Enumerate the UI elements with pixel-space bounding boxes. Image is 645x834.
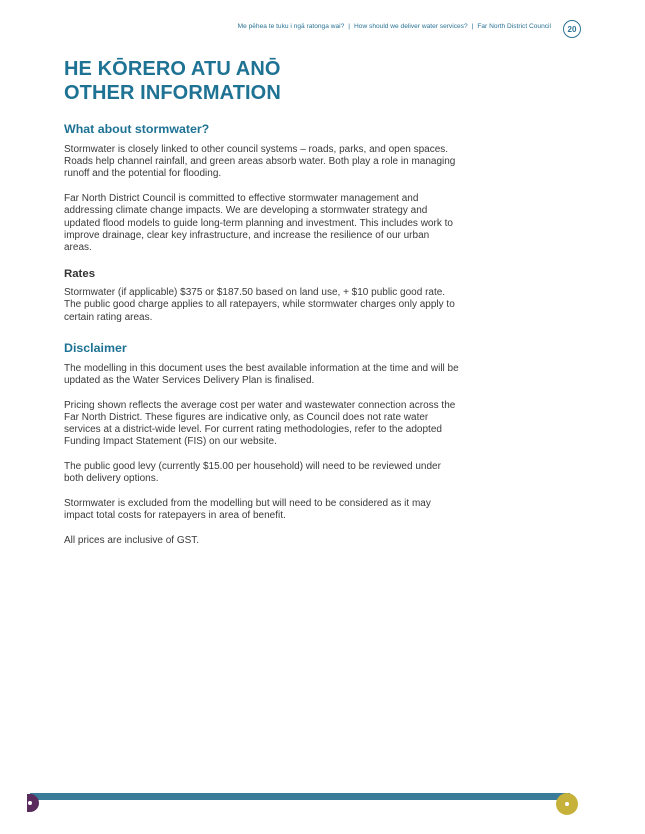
footer-bar: [30, 793, 570, 800]
header-separator: |: [471, 23, 474, 30]
running-header: [238, 23, 551, 30]
footer-left-dot: [28, 801, 32, 805]
disclaimer-paragraph: Pricing shown reflects the average cost per water and wastewater connection across the Far North District. These figures are indicative only, as Council does not rate water services at a district-wide level. For current rating methodologies, refer to the adopted Funding Impact Statement (FIS) on our website.: [64, 399, 456, 448]
stormwater-paragraph: Stormwater is closely linked to other council systems – roads, parks, and open spaces. Roads help channel rainfall, and green areas absorb water. Both play a role in managing runoff and the potential for flooding.: [64, 144, 456, 180]
page-title-line-maori: HE KŌRERO ATU ANŌ: [64, 58, 281, 80]
stormwater-heading: What about stormwater?: [64, 122, 210, 136]
stormwater-paragraph: Far North District Council is committed to effective stormwater management and addressing climate change impacts. We are developing a stormwater strategy and updated flood models to guide long-term planning and investment. This includes work to improve drainage, clear key infrastructure, and increase the resilience of our urban areas.: [64, 193, 453, 253]
rates-paragraph: Stormwater (if applicable) $375 or $187.50 based on land use, + $10 public good rate. The public good charge applies to all ratepayers, while stormwater charges only apply to certain rating areas.: [64, 287, 455, 323]
main-content: [64, 57, 459, 559]
disclaimer-paragraph: All prices are inclusive of GST.: [64, 534, 200, 546]
page-number: 20: [563, 20, 581, 38]
header-organisation: Far North District Council: [477, 23, 551, 30]
footer-right-dot: [565, 802, 569, 806]
disclaimer-heading: Disclaimer: [64, 340, 127, 355]
disclaimer-paragraph: The public good levy (currently $15.00 per household) will need to be reviewed under both delivery options.: [64, 460, 441, 485]
footer-left-tab: [27, 794, 39, 812]
header-separator: |: [348, 23, 351, 30]
page-title-line-english: OTHER INFORMATION: [64, 82, 281, 104]
rates-heading: Rates: [64, 268, 96, 281]
header-title-maori: Me pēhea te tuku i ngā ratonga wai?: [237, 23, 345, 30]
page-title: [64, 57, 459, 105]
disclaimer-paragraph: Stormwater is excluded from the modelling but will need to be considered as it may impact total costs for ratepayers in area of benefit.: [64, 497, 431, 522]
header-title-english: How should we deliver water services?: [354, 23, 468, 30]
footer-right-circle: [556, 793, 578, 815]
disclaimer-paragraph: The modelling in this document uses the best available information at the time and will be updated as the Water Services Delivery Plan is finalised.: [64, 362, 459, 386]
